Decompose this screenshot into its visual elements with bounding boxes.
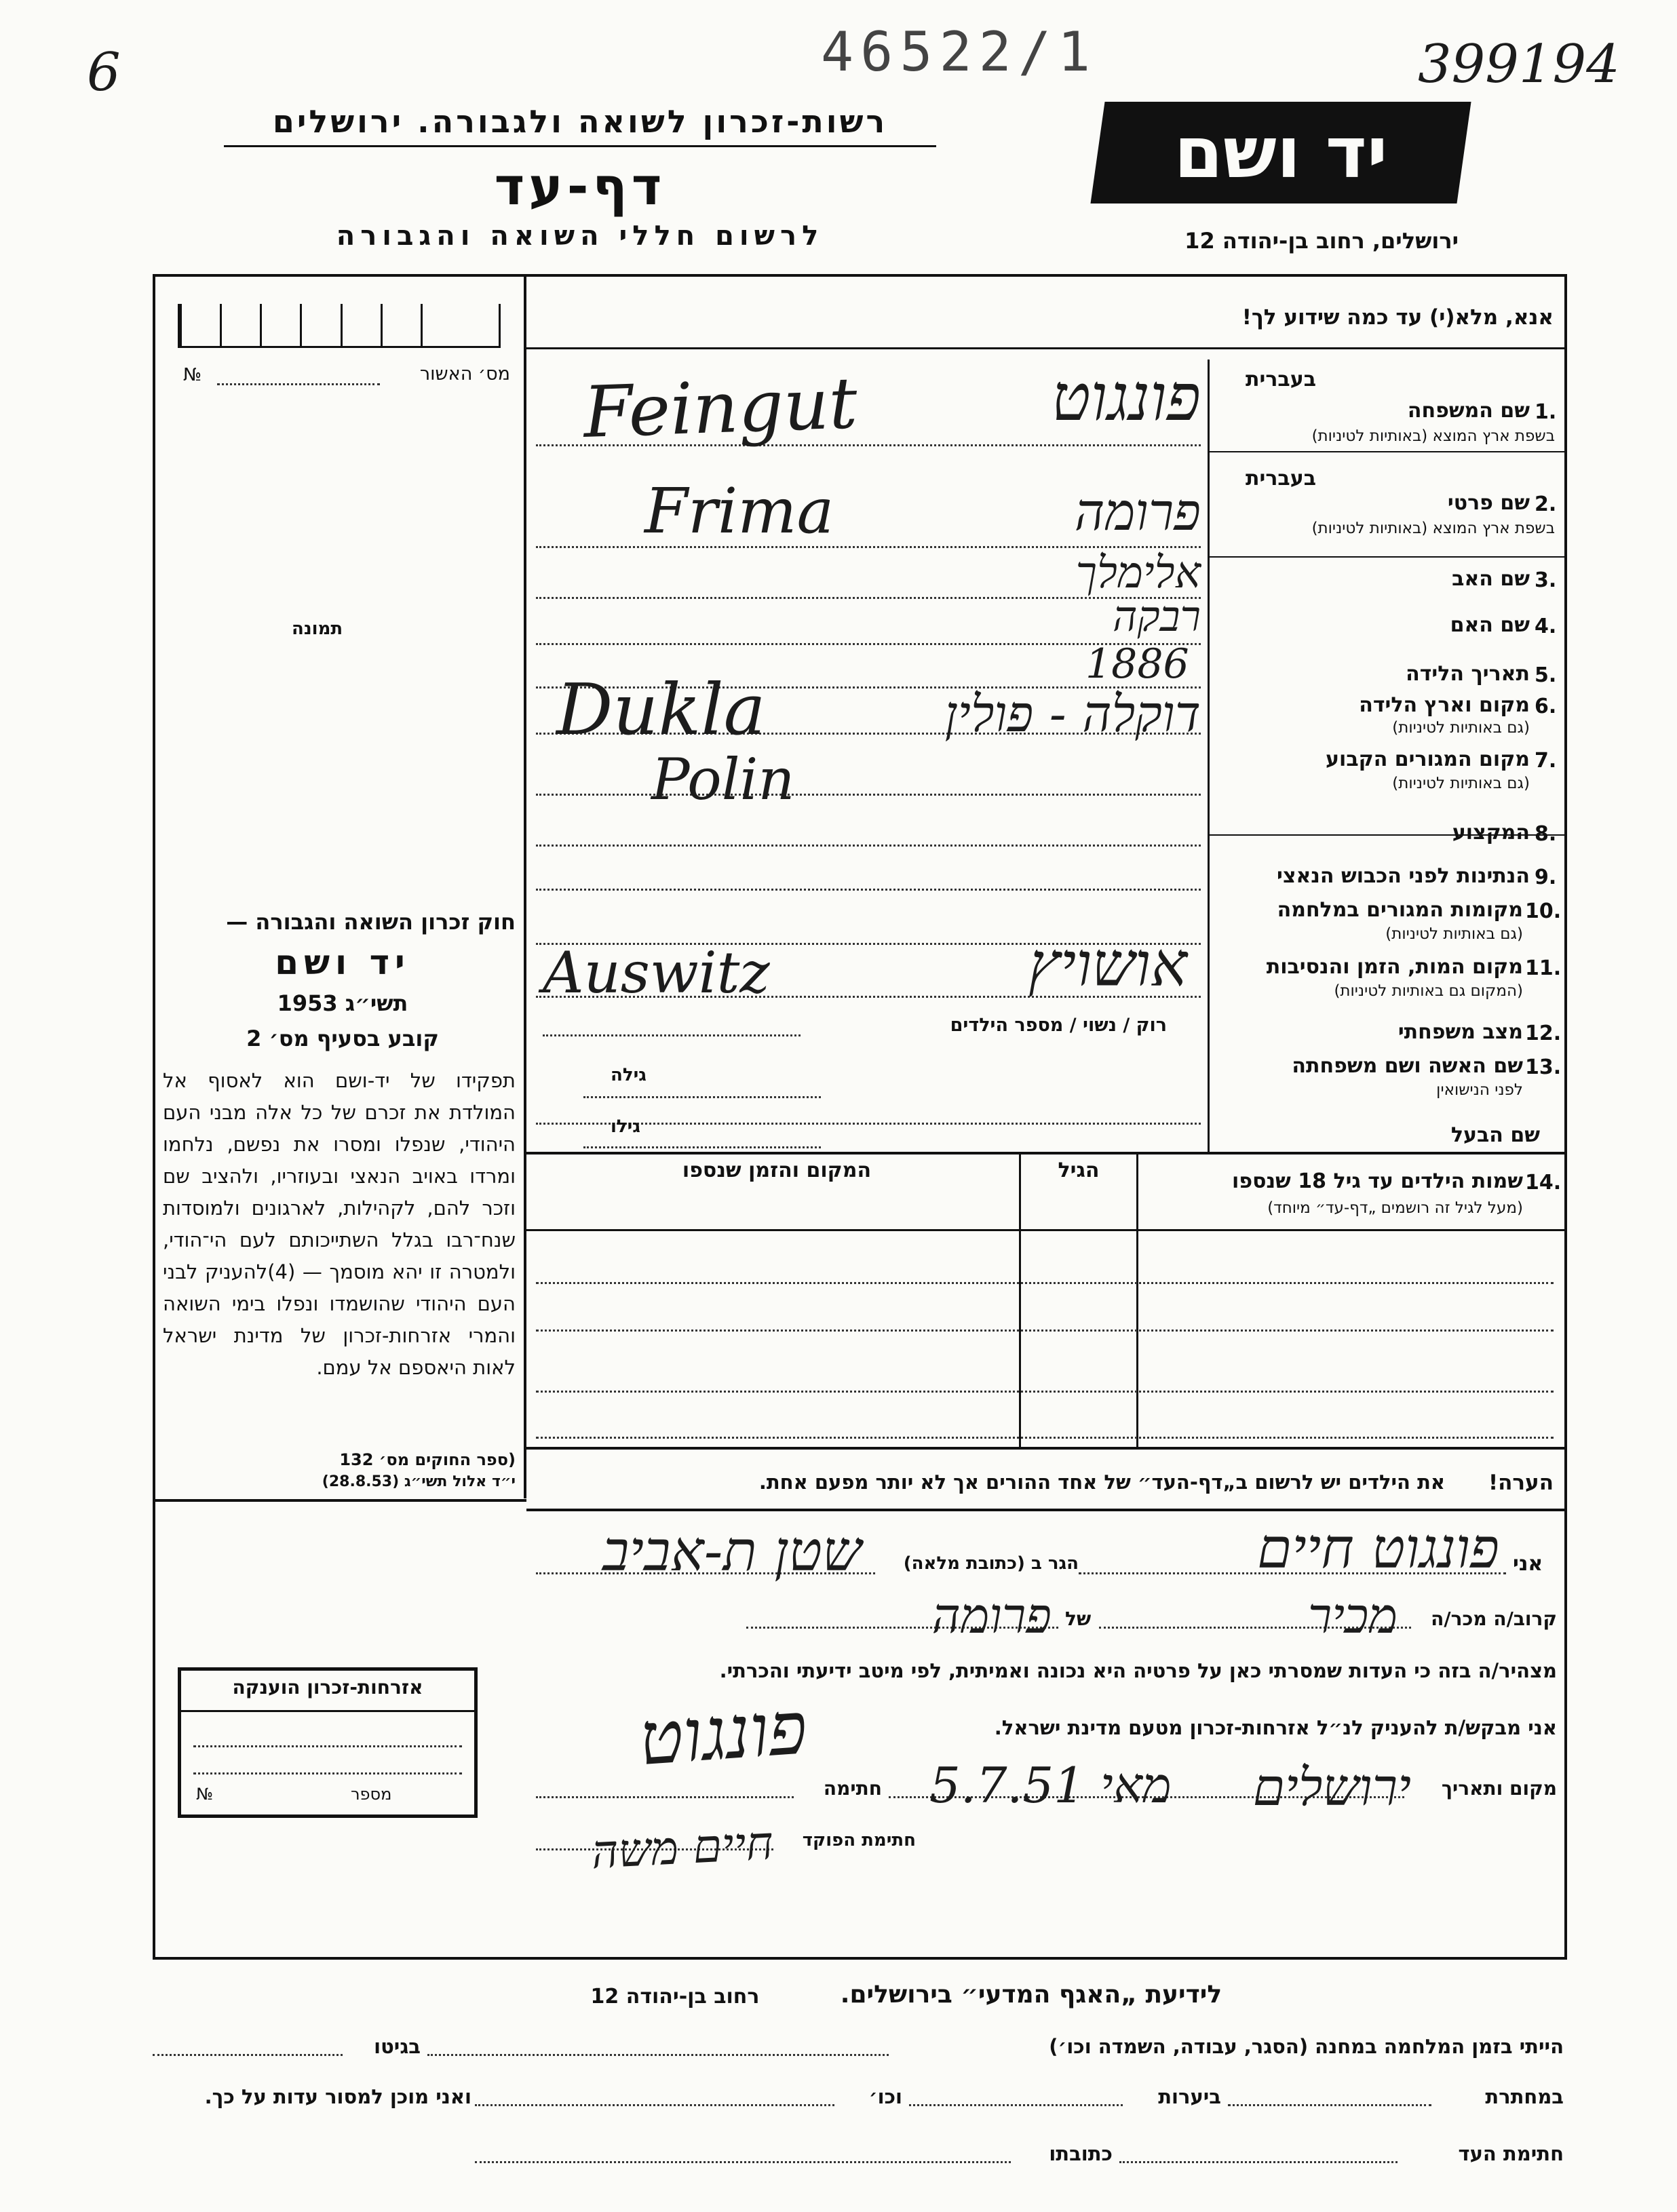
field-number: 12. bbox=[1525, 1022, 1562, 1045]
handwritten-declarant: פונגוט חיים bbox=[1257, 1517, 1499, 1581]
law-reference-1: (ספר החוקים מס׳ 132 bbox=[339, 1450, 516, 1469]
citizenship-box-mark: № bbox=[196, 1785, 213, 1804]
children-col-divider bbox=[1136, 1152, 1138, 1447]
form-intro: אנא, מלא(י) עד כמה שידוע לך! bbox=[1241, 305, 1554, 330]
declaration-text: מצהיר/ה בזה כי העדות שמסרתי כאן על פרטיה היא נכונה ואמיתית, לפי מיטב ידיעתי והכרתי. bbox=[719, 1659, 1557, 1682]
bottom-line-2-forests: ביערות bbox=[1158, 2085, 1221, 2108]
field-number: 9. bbox=[1535, 866, 1557, 889]
bottom-line-2-underground: במחתרת bbox=[1485, 2085, 1564, 2108]
logo-text: יד ושם bbox=[1174, 111, 1388, 194]
law-reference-2: י״ד אלול תשי״ג (28.8.53) bbox=[322, 1473, 516, 1490]
form-title: דף-עד bbox=[494, 156, 666, 216]
left-column-divider bbox=[524, 274, 526, 1498]
field-number: 4. bbox=[1535, 615, 1557, 638]
field-label-wartime-residence: מקומות המגורים במלחמה bbox=[1277, 898, 1523, 922]
husband-label: שם הבעל bbox=[1450, 1123, 1540, 1147]
handwritten-given-latin: Frima bbox=[644, 475, 834, 547]
children-row-line bbox=[536, 1437, 1554, 1439]
in-hebrew-label-1: בעברית bbox=[1246, 368, 1316, 391]
handwritten-relation-of: פרומה bbox=[931, 1587, 1052, 1644]
children-col-divider bbox=[1019, 1152, 1021, 1447]
frame-top bbox=[153, 274, 1567, 277]
children-table-bottom bbox=[526, 1447, 1566, 1450]
citizenship-box-number-label: מספר bbox=[351, 1785, 392, 1804]
handwritten-birth-year: 1886 bbox=[1085, 640, 1189, 688]
handwritten-father: אלימלך bbox=[1075, 548, 1201, 598]
field-label-surname: שם המשפחה bbox=[1407, 399, 1530, 423]
law-section: קובע בסעיף מס׳ 2 bbox=[246, 1026, 439, 1051]
field-number: 1. bbox=[1535, 400, 1557, 424]
children-place-header: המקום והזמן שנספו bbox=[682, 1159, 872, 1182]
header-underline bbox=[224, 145, 936, 147]
approval-number-label: מס׳ האשור bbox=[419, 364, 510, 385]
field-sub-residence: (גם באותיות לטיניות) bbox=[1392, 775, 1530, 792]
authority-name: רשות-זכרון לשואה ולגבורה. ירושלים bbox=[272, 103, 888, 140]
children-age-header: הגיל bbox=[1058, 1159, 1100, 1182]
field-sub-birth-place: (גם באותיות לטיניות) bbox=[1392, 719, 1530, 737]
witness-address-line bbox=[475, 2161, 1011, 2163]
handwritten-signature: פונגוט bbox=[636, 1686, 810, 1783]
field-number: 10. bbox=[1525, 899, 1562, 923]
stamped-file-number: 46522/1 bbox=[821, 20, 1098, 83]
law-name: יד ושם bbox=[275, 943, 410, 982]
handwritten-death-latin: Auswitz bbox=[543, 939, 770, 1006]
label-rule bbox=[1210, 451, 1566, 452]
bottom-line-2-etc: וכו׳ bbox=[868, 2085, 902, 2108]
children-table-top bbox=[526, 1152, 1566, 1154]
handwritten-death-hebrew: אושויץ bbox=[1028, 929, 1187, 1001]
field-label-mother: שם האם bbox=[1450, 613, 1530, 637]
citizenship-box-rule bbox=[181, 1710, 474, 1712]
handwritten-residence-latin: Polin bbox=[651, 746, 795, 813]
handwritten-birthplace-hebrew: דוקלה - פולין bbox=[944, 685, 1201, 743]
handwritten-page-number: 6 bbox=[87, 42, 121, 103]
marital-options: רוק / נשוי / מספר הילדים bbox=[950, 1015, 1167, 1036]
children-sub: (מעל לגיל זה רושמים „דף-עד״ מיוחד) bbox=[1267, 1199, 1523, 1217]
children-count-line bbox=[543, 1034, 801, 1036]
field-label-birth-date: תאריך הלידה bbox=[1406, 662, 1530, 686]
age-line-2 bbox=[583, 1146, 821, 1148]
frame-right bbox=[1564, 274, 1567, 1960]
field-number: 11. bbox=[1525, 956, 1562, 980]
request-text: אני מבקש/ת להעניק לנ״ל אזרחות-זכרון מטעם מדינת ישראל. bbox=[994, 1716, 1557, 1739]
law-title: חוק זכרון השואה והגבורה — bbox=[226, 909, 516, 935]
signature-line bbox=[536, 1796, 794, 1798]
field-label-birth-place: מקום וארץ הלידה bbox=[1359, 693, 1530, 717]
handwritten-declarant-address: שטן ת-אביב bbox=[602, 1519, 862, 1584]
signature-label: חתימה bbox=[823, 1777, 882, 1800]
intro-rule bbox=[526, 347, 1566, 349]
children-row-line bbox=[536, 1391, 1554, 1393]
field-sub-wartime-residence: (גם באותיות לטיניות) bbox=[1385, 925, 1523, 943]
forests-line bbox=[909, 2104, 1123, 2106]
field-number: 2. bbox=[1535, 492, 1557, 516]
handwritten-surname-latin: Feingut bbox=[581, 361, 859, 454]
law-text: תפקידו של יד-ושם הוא לאסוף אל המולדת את זכרם של כל אלה מבני העם היהודי, שנפלו ומסרו את נפשם, נלחמו ומרדו באויב הנאצי ובעוזריו, ולהציב שם וזכר להם, לקהילות, לארגונים ולמוסדות שנח־רבו בגלל השתייכותם לעם הי־הודי, ולמטרה זו יהא מוסמך — (4)להעניק לבני העם היהודי שהושמדו ונפלו בימי השואה והמרי אזרחות-זכרון של מדינת ישראל לאות היאספם אל עמם. bbox=[163, 1069, 516, 1379]
field-label-marital-status: מצב משפחתי bbox=[1398, 1020, 1523, 1044]
field-label-residence: מקום המגורים הקבוע bbox=[1326, 748, 1530, 771]
form-subtitle: לרשום חללי השואה והגבורה bbox=[336, 220, 824, 252]
in-hebrew-label-2: בעברית bbox=[1246, 467, 1316, 490]
children-field-number: 14. bbox=[1525, 1171, 1562, 1195]
handwritten-record-number: 399194 bbox=[1418, 34, 1620, 95]
label-column-divider bbox=[1208, 360, 1210, 1152]
value-line-9 bbox=[536, 889, 1201, 891]
children-row-line bbox=[536, 1330, 1554, 1332]
frame-left bbox=[153, 274, 155, 1960]
underground-line bbox=[1228, 2104, 1431, 2106]
resident-label: הגר ב (כתובת מלאה) bbox=[903, 1553, 1079, 1574]
value-line-7 bbox=[536, 794, 1201, 796]
approval-boxes bbox=[178, 304, 501, 348]
field-label-death: מקום המות, הזמן והנסיבות bbox=[1266, 955, 1523, 979]
relative-label: קרוב/ה מכר/ה bbox=[1431, 1608, 1557, 1630]
bottom-line-2-ready: ואני מוכן למסור עדות על כך. bbox=[204, 2085, 471, 2108]
children-row-line bbox=[536, 1282, 1554, 1284]
husband-age-label: גילו bbox=[611, 1117, 640, 1137]
note-title: הערה! bbox=[1488, 1471, 1554, 1495]
approval-number-line bbox=[217, 383, 380, 385]
etc-line bbox=[475, 2104, 834, 2106]
handwritten-birthplace-latin: Dukla bbox=[556, 668, 766, 751]
bottom-line-3-witness-signature: חתימת העד bbox=[1458, 2142, 1564, 2165]
ghetto-line bbox=[153, 2054, 343, 2056]
field-number: 5. bbox=[1535, 663, 1557, 687]
citizenship-box-line bbox=[193, 1772, 462, 1774]
wife-age-label: גילה bbox=[611, 1065, 647, 1085]
handwritten-mother: רבקה bbox=[1113, 591, 1201, 641]
field-sub-surname: בשפת ארץ המוצא (באותיות לטיניות) bbox=[1311, 427, 1555, 445]
yad-vashem-logo bbox=[1090, 102, 1471, 203]
field-number: 6. bbox=[1535, 695, 1557, 718]
handwritten-surname-hebrew: פונגוט bbox=[1051, 360, 1201, 435]
citizenship-box-line bbox=[193, 1745, 462, 1747]
field-number: 3. bbox=[1535, 568, 1557, 592]
declarant-prefix: אני bbox=[1513, 1552, 1543, 1576]
left-column-end bbox=[153, 1499, 526, 1502]
field-label-citizenship: הנתינות לפני הכבוש הנאצי bbox=[1277, 864, 1530, 888]
bottom-line-1-camp: הייתי בזמן המלחמה במחנה (הסגר, עבודה, השמדה וכו׳) bbox=[1049, 2035, 1564, 2058]
camp-line bbox=[427, 2054, 889, 2056]
photo-label: תמונה bbox=[292, 619, 343, 639]
handwritten-place: ירושלים bbox=[1252, 1757, 1411, 1817]
field-label-given-name: שם פרטי bbox=[1447, 491, 1530, 515]
handwritten-officer-signature: חיים משה bbox=[590, 1817, 775, 1880]
field-sub-given-name: בשפת ארץ המוצא (באותיות לטיניות) bbox=[1311, 520, 1555, 537]
field-number: 7. bbox=[1535, 749, 1557, 773]
value-line-8 bbox=[536, 845, 1201, 847]
children-header-rule bbox=[526, 1229, 1566, 1231]
header-address: ירושלים, רחוב בן-יהודה 12 bbox=[1184, 228, 1459, 254]
field-number: 13. bbox=[1525, 1055, 1562, 1079]
note-text: את הילדים יש לרשום ב„דף-העד״ של אחד ההורים אך לא יותר מפעם אחת. bbox=[758, 1471, 1445, 1494]
handwritten-date: 5.7.51 מאי bbox=[929, 1757, 1172, 1814]
approval-number-mark: № bbox=[183, 365, 202, 385]
witness-signature-line bbox=[1119, 2161, 1398, 2163]
field-sub-wife-name: לפני הנישואין bbox=[1436, 1081, 1523, 1099]
label-rule bbox=[1210, 556, 1566, 558]
note-rule bbox=[526, 1509, 1566, 1511]
officer-signature-label: חתימת הפוקד bbox=[802, 1830, 916, 1850]
of-label: של bbox=[1065, 1608, 1092, 1630]
place-date-label: מקום ותאריך bbox=[1441, 1777, 1557, 1800]
bottom-line-1-ghetto: בגיטו bbox=[374, 2035, 421, 2058]
citizenship-box bbox=[178, 1667, 478, 1818]
handwritten-given-hebrew: פרומה bbox=[1074, 482, 1201, 542]
field-label-wife-name: שם האשה ושם משפחתה bbox=[1292, 1054, 1523, 1078]
age-line-1 bbox=[583, 1096, 821, 1098]
bottom-line-3-address: כתובתו bbox=[1049, 2142, 1113, 2165]
children-label: שמות הילדים עד גיל 18 שנספו bbox=[1232, 1169, 1523, 1193]
field-label-father: שם האב bbox=[1452, 567, 1530, 591]
field-label-profession: המקצוע bbox=[1452, 821, 1530, 845]
bottom-title: לידיעת „האגף המדעי״ בירושלים. bbox=[840, 1981, 1222, 2009]
field-sub-death: (המקום גם באותיות לטיניות) bbox=[1334, 982, 1523, 1000]
law-year: תשי״ג 1953 bbox=[277, 990, 408, 1016]
handwritten-relation: מכיר bbox=[1307, 1587, 1398, 1644]
citizenship-box-title: אזרחות-זכרון הוענקה bbox=[232, 1676, 423, 1699]
bottom-address: רחוב בן-יהודה 12 bbox=[590, 1985, 760, 2009]
field-number: 8. bbox=[1535, 822, 1557, 846]
frame-bottom bbox=[153, 1957, 1567, 1960]
